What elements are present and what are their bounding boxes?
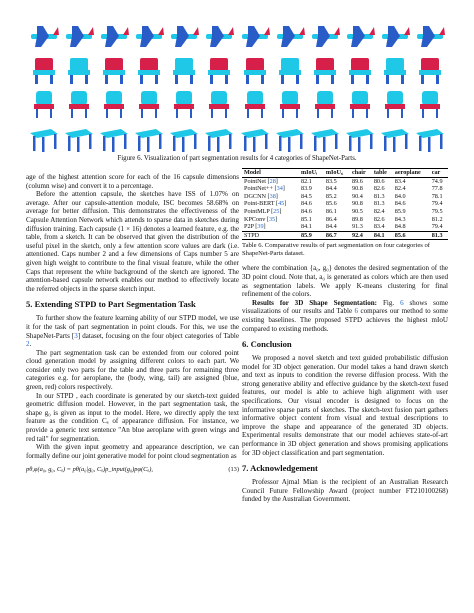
table-cell-model: PointNet [28] [244, 177, 278, 185]
segmentation-thumbnail [27, 89, 61, 119]
table-cell: 84.6 [300, 207, 312, 215]
segmentation-thumbnail [132, 55, 166, 85]
table-cell: 83.9 [300, 185, 312, 193]
section-heading-7: 7. Acknowledgement [242, 463, 318, 474]
table-cell: 84.1 [373, 231, 385, 239]
citation-link[interactable]: 38 [269, 192, 276, 200]
segmentation-thumbnail [167, 55, 201, 85]
table-row [242, 223, 448, 231]
table-ref-link[interactable]: 2 [26, 340, 30, 349]
table-cell: 85.9 [300, 231, 312, 239]
table-cell: 82.6 [373, 185, 385, 193]
table-cell: 83.4 [373, 223, 385, 231]
table-cell-model: STPD [244, 231, 260, 239]
table-ref-link[interactable]: 6 [354, 307, 359, 316]
table-body [242, 177, 448, 231]
table-cell: 90.8 [351, 185, 363, 193]
table-cell: 83.5 [325, 177, 337, 185]
table-row [242, 216, 448, 224]
citation-link[interactable]: 35 [268, 215, 276, 223]
segmentation-thumbnail [202, 89, 236, 119]
table-cell: 86.7 [325, 231, 337, 239]
segmentation-thumbnail [132, 89, 166, 119]
table-cell: 90.4 [351, 192, 363, 200]
table-cell: 82.4 [373, 207, 385, 215]
paragraph-combination: where the combination {a₀, g₀} denotes the desired segmentation of the 3D point cloud. Note that, a₀ is generated as colors which are then used as segmentation labels. We apply K-means clustering for final refinement of the colors. [242, 264, 448, 299]
table-cell: 85.6 [325, 200, 337, 208]
segmentation-thumbnail [273, 21, 307, 51]
table-cell: 79.4 [431, 223, 443, 231]
segmentation-thumbnail [413, 55, 447, 85]
paragraph-acknowledgement: Professor Ajmal Mian is the recipient of an Australian Research Council Future Fellowship Award (project number FT210100268) funded by the Australian Government. [242, 478, 448, 504]
segmentation-thumbnail [167, 123, 201, 153]
table-cell: 82.1 [300, 177, 312, 185]
table-cell: 85.1 [300, 215, 312, 223]
table-row [242, 208, 448, 216]
segmentation-thumbnail [167, 89, 201, 119]
citation-link[interactable]: 45 [278, 200, 285, 208]
table-header-row [242, 169, 448, 178]
table-cell-model: PointMLP [25] [244, 207, 282, 215]
citation-link[interactable]: 25 [273, 207, 280, 215]
segmentation-thumbnail [238, 89, 272, 119]
segmentation-thumbnail [273, 123, 307, 153]
table-cell: 84.8 [394, 223, 406, 231]
segmentation-thumbnail [378, 55, 412, 85]
table-header-cell: mIoU꜀ [325, 169, 344, 176]
segmentation-thumbnail [413, 89, 447, 119]
table-cell: 81.2 [431, 215, 443, 223]
table-cell: 84.6 [300, 200, 312, 208]
citation-link[interactable]: 3 [74, 331, 78, 340]
table-cell-model: KPConv [35] [244, 215, 278, 223]
paragraph-stpd-seg: In our STPD , each coordinate is generated by our sketch-text guided geometric diffusion model. However, in the part segmentation task, the shape g₀ is given as input to the model. Here, we directly apply the text feature as the condition Cₐ of appearance diffusion. For instance, we provide a generic text sentence "An blue aeroplane with green wings and red tail" for segmentation. [26, 391, 239, 443]
segmentation-thumbnail [27, 123, 61, 153]
citation-link[interactable]: 39 [257, 223, 264, 231]
table-cell-model: Point-BERT [45] [244, 200, 287, 208]
table-cell: 81.3 [373, 192, 385, 200]
figure-caption: Figure 6. Visualization of part segmentation results for 4 categories of ShapeNet-Parts. [117, 155, 357, 162]
table-cell: 79.4 [431, 200, 443, 208]
segmentation-thumbnail [238, 55, 272, 85]
right-column [242, 168, 448, 504]
table-cell: 82.4 [394, 185, 406, 193]
table-cell: 77.8 [431, 185, 443, 193]
table-cell: 86.1 [325, 207, 337, 215]
table-cell: 83.4 [394, 177, 406, 185]
citation-link[interactable]: 34 [276, 185, 283, 193]
table-cell: 82.6 [373, 215, 385, 223]
segmentation-thumbnail [62, 55, 96, 85]
segmentation-thumbnail [62, 89, 96, 119]
section-heading-5: 5. Extending STPD to Part Segmentation Task [26, 299, 196, 310]
figure-row-chair-front [26, 88, 448, 121]
segmentation-thumbnail [343, 55, 377, 85]
segmentation-thumbnail [97, 55, 131, 85]
table-cell: 89.8 [351, 215, 363, 223]
table-cell: 84.4 [325, 185, 337, 193]
table-cell: 90.8 [351, 200, 363, 208]
table-row-best [242, 231, 448, 240]
table-cell: 91.3 [351, 223, 363, 231]
table-cell: 78.1 [431, 192, 443, 200]
table-caption: Table 6. Comparative results of part segmentation on four categories of ShapeNet-Parts dataset. [242, 242, 430, 258]
table-row [242, 177, 448, 185]
segmentation-thumbnail [62, 123, 96, 153]
segmentation-thumbnail [27, 21, 61, 51]
paragraph-conclusion: We proposed a novel sketch and text guided probabilistic diffusion model for 3D object generation. Our model takes a hand drawn sketch and text as inputs to condition the reverse diffusion process. With the strong generative ability and effective guidance by the sketch-text fused features, our model is able to achieve high alignment with user specifications. Our visual encoder is designed to focus on the informative sparse parts of sketches. The sketch-text fusion part gathers informative object content from visual and textual descriptions to improve the shape and appearance of the generated 3D objects. Experimental results demonstrate that our model achieves state-of-art performance in 3D object generation and shows promising applications for 3D object classification and part segmentation. [242, 354, 448, 457]
segmentation-thumbnail [202, 123, 236, 153]
table-header-cell: mIoUᵢ [300, 169, 318, 176]
segmentation-thumbnail [378, 21, 412, 51]
table-row [242, 193, 448, 201]
table-header-cell: table [373, 169, 387, 176]
segmentation-thumbnail [238, 123, 272, 153]
equation-13 [26, 466, 239, 475]
table-row [242, 185, 448, 193]
figure-row-chair [26, 54, 448, 87]
segmentation-thumbnail [413, 21, 447, 51]
table-cell: 89.6 [351, 177, 363, 185]
segmentation-thumbnail [97, 89, 131, 119]
table-best-section [242, 231, 448, 240]
segmentation-figure [26, 20, 448, 158]
results-heading: Results for 3D Shape Segmentation: [252, 298, 378, 307]
segmentation-thumbnail [273, 89, 307, 119]
segmentation-thumbnail [378, 123, 412, 153]
table-cell: 85.2 [325, 192, 337, 200]
table-cell: 79.5 [431, 207, 443, 215]
table-cell-model: P2P [39] [244, 223, 266, 231]
segmentation-thumbnail [343, 89, 377, 119]
left-column [26, 173, 239, 475]
table-cell: 85.9 [394, 207, 406, 215]
table-header-cell: chair [351, 169, 366, 176]
segmentation-thumbnail [97, 123, 131, 153]
segmentation-thumbnail [308, 123, 342, 153]
segmentation-thumbnail [413, 123, 447, 153]
table-cell: 84.6 [394, 200, 406, 208]
table-header-cell: Model [244, 169, 261, 176]
citation-link[interactable]: 28 [269, 177, 276, 185]
segmentation-thumbnail [343, 21, 377, 51]
segmentation-thumbnail [343, 123, 377, 153]
paragraph-part-colors: The part segmentation task can be extended from our colored point cloud generation model by assigning different colors to each part. We consider only two parts for the table and three parts for remaining three categories e.g. for aeroplane, the (body, wing, tail) are assigned (blue, green, red) colors respectively. [26, 348, 239, 392]
segmentation-thumbnail [97, 21, 131, 51]
paragraph-joint-model: With the given input geometry and appearance description, we can formally define our joint generative model for point cloud segmentation as [26, 443, 239, 460]
table-header-cell: car [431, 169, 441, 176]
table-cell: 84.3 [394, 215, 406, 223]
table-cell: 80.6 [373, 177, 385, 185]
table-cell: 84.5 [300, 192, 312, 200]
table-cell: 84.0 [394, 192, 406, 200]
table-cell: 84.1 [300, 223, 312, 231]
table-cell: 84.4 [325, 223, 337, 231]
segmentation-thumbnail [132, 123, 166, 153]
table-cell-model: DGCNN [38] [244, 192, 278, 200]
section-heading-6: 6. Conclusion [242, 339, 292, 350]
table-cell: 85.6 [394, 231, 406, 239]
paragraph-part-seg-intro: To further show the feature learning ability of our STPD model, we use it for the task of part segmentation in point clouds. For this, we use the ShapeNet-Parts [3] dataset, focusing on the four object categories of Table 2. [26, 314, 240, 349]
figure-row-table [26, 122, 448, 155]
segmentation-thumbnail [308, 55, 342, 85]
results-table [242, 168, 448, 240]
segmentation-thumbnail [308, 89, 342, 119]
segmentation-thumbnail [273, 55, 307, 85]
segmentation-thumbnail [308, 21, 342, 51]
table-cell: 74.9 [431, 177, 443, 185]
figure-ref-link[interactable]: 6 [400, 298, 404, 307]
segmentation-thumbnail [202, 21, 236, 51]
segmentation-thumbnail [62, 21, 96, 51]
equation-body: pθ,φ(a₀, g₀, Cₐ) = pθ(a₀|g₀, Cₐ)p_input(g₀)pφ(Cₐ), [26, 466, 154, 474]
table-cell: 90.5 [351, 207, 363, 215]
segmentation-thumbnail [238, 21, 272, 51]
paragraph-results: Results for 3D Shape Segmentation: Fig. 6 shows some visualizations of our results and Table 6 compares our method to some existing baselines. The proposed STPD achieves the highest mIoU compared to existing methods. [242, 298, 448, 333]
figure-row-aeroplane [26, 20, 448, 53]
equation-number: (13) [228, 466, 239, 474]
table-cell: 81.3 [373, 200, 385, 208]
table-cell: 86.4 [325, 215, 337, 223]
table-row [242, 200, 448, 208]
paragraph-continued: age of the highest attention score for each of the 16 capsule dimensions (column wise) and convert it to a percentage. [26, 173, 239, 190]
segmentation-thumbnail [202, 55, 236, 85]
segmentation-thumbnail [167, 21, 201, 51]
segmentation-thumbnail [132, 21, 166, 51]
table-header-cell: aeroplane [394, 169, 421, 176]
table-cell-model: PointNet++ [34] [244, 185, 285, 193]
table-cell: 92.4 [351, 231, 363, 239]
table-cell: 81.3 [431, 231, 443, 239]
paragraph-capsule-attention: Before the attention capsule, the sketches have ISS of 1.07% on average. After our capsule-attention module, ISC becomes 58.68% on average for better diffusion. This demonstrates the effectiveness of the Capsule Attention Network which attends to sparse data in sketches during diffusion training. Each capsule (1 × 16) denotes a learned feature, e.g. the table, from a sketch. It can be observed that given the distribution of the useful pixel in the sketch, only a few attention score values are dark (i.e. attentioned. Caps number 2 and a few dimensions of Caps number 5 are given high weight to contribute to the final visual feature, while the other Caps that represent the white background of the sketch are ignored. The attention-based capsule network enables our method to effectively locate the referred objects in the sparse sketch input. [26, 190, 239, 293]
segmentation-thumbnail [378, 89, 412, 119]
segmentation-thumbnail [27, 55, 61, 85]
